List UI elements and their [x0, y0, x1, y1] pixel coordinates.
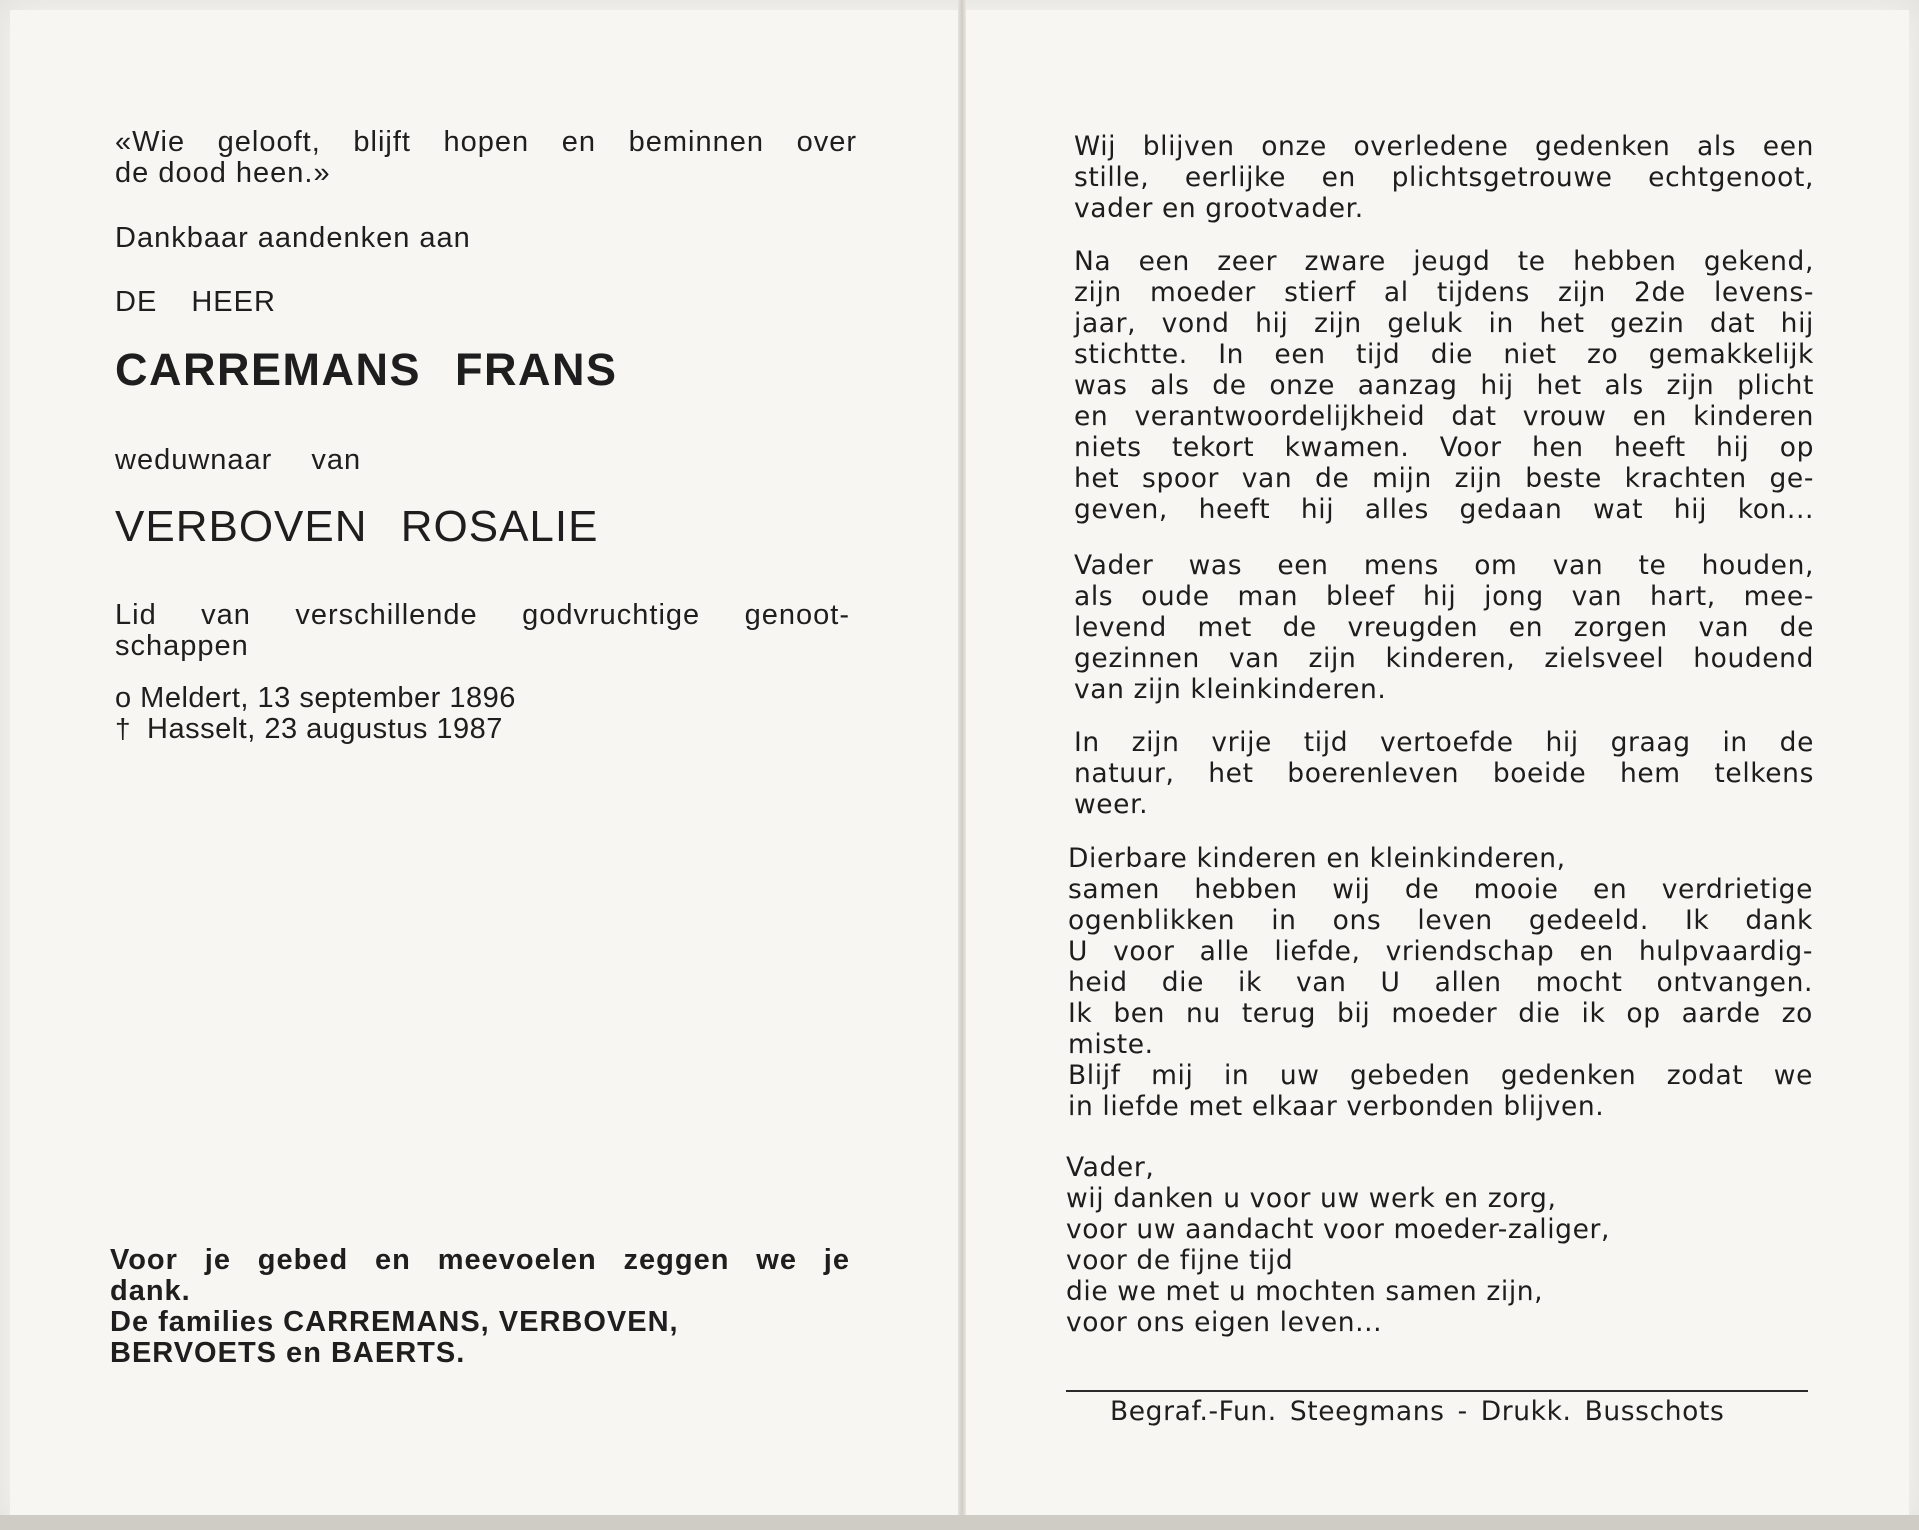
text-line: stichtte. In een tijd die niet zo gemakkelijk: [1074, 339, 1814, 370]
text-line: die we met u mochten samen zijn,: [1066, 1276, 1544, 1307]
membership-line: Lid van verschillende godvruchtige genoot-: [115, 599, 850, 631]
text-line: natuur, het boerenleven boeide hem telkens: [1074, 758, 1814, 789]
spouse-name: VERBOVEN ROSALIE: [115, 502, 599, 551]
text-line: Wij blijven onze overledene gedenken als een: [1074, 131, 1814, 162]
relation: weduwnaar van: [115, 444, 362, 476]
thanks-line: BERVOETS en BAERTS.: [110, 1337, 466, 1369]
quote-line: «Wie gelooft, blijft hopen en beminnen over: [115, 126, 857, 158]
card-fold: [958, 0, 966, 1530]
text-line: Vader was een mens om van te houden,: [1074, 550, 1814, 581]
text-line: en verantwoordelijkheid dat vrouw en kinderen: [1074, 401, 1814, 432]
text-line: Vader,: [1066, 1152, 1155, 1183]
text-line: miste.: [1068, 1029, 1154, 1060]
text-line: vader en grootvader.: [1074, 193, 1364, 224]
text-line: heid die ik van U allen mocht ontvangen.: [1068, 967, 1813, 998]
paragraph-remembrance: [1074, 131, 1814, 224]
text-line: levend met de vreugden en zorgen van de: [1074, 612, 1814, 643]
text-line: In zijn vrije tijd vertoefde hij graag in de: [1074, 727, 1814, 758]
dedication: Dankbaar aandenken aan: [115, 222, 471, 254]
honorific-title: DE HEER: [115, 286, 276, 318]
text-line: Blijf mij in uw gebeden gedenken zodat we: [1068, 1060, 1813, 1091]
card-bottom-edge: [0, 1515, 1919, 1530]
text-line: als oude man bleef hij jong van hart, mee-: [1074, 581, 1814, 612]
text-line: in liefde met elkaar verbonden blijven.: [1068, 1091, 1605, 1122]
paragraph-character: [1074, 550, 1814, 705]
birth-date: o Meldert, 13 september 1896: [115, 682, 516, 714]
text-line: weer.: [1074, 789, 1149, 820]
death-date: Hasselt, 23 augustus 1987: [147, 713, 503, 745]
text-line: voor uw aandacht voor moeder-zaliger,: [1066, 1214, 1610, 1245]
deceased-name: CARREMANS FRANS: [115, 344, 618, 395]
paragraph-life: [1074, 246, 1814, 525]
text-line: was als de onze aanzag hij het als zijn plicht: [1074, 370, 1814, 401]
text-line: het spoor van de mijn zijn beste krachten ge-: [1074, 463, 1814, 494]
quote-line: de dood heen.»: [115, 157, 331, 189]
death-date-line: [115, 713, 503, 746]
paragraph-hobbies: [1074, 727, 1814, 820]
paragraph-farewell: [1068, 843, 1813, 1122]
membership: [115, 600, 850, 662]
text-line: gezinnen van zijn kinderen, zielsveel houdend: [1074, 643, 1814, 674]
thanks-line: dank.: [110, 1275, 191, 1307]
text-line: niets tekort kwamen. Voor hen heeft hij op: [1074, 432, 1814, 463]
opening-quote: [115, 127, 857, 189]
text-line: voor ons eigen leven...: [1066, 1307, 1383, 1338]
text-line: voor de fijne tijd: [1066, 1245, 1294, 1276]
text-line: zijn moeder stierf al tijdens zijn 2de levens-: [1074, 277, 1814, 308]
thanks-line: De families CARREMANS, VERBOVEN,: [110, 1306, 679, 1338]
text-line: Na een zeer zware jeugd te hebben gekend,: [1074, 246, 1814, 277]
text-line: Ik ben nu terug bij moeder die ik op aarde zo: [1068, 998, 1813, 1029]
thanks-line: Voor je gebed en meevoelen zeggen we je: [110, 1244, 850, 1276]
text-line: geven, heeft hij alles gedaan wat hij kon...: [1074, 494, 1814, 525]
printer-credit: Begraf.-Fun. Steegmans - Drukk. Busschots: [1110, 1396, 1725, 1427]
cross-icon: †: [115, 713, 132, 744]
text-line: Dierbare kinderen en kleinkinderen,: [1068, 843, 1566, 874]
paragraph-prayer: [1066, 1152, 1806, 1338]
footer-divider: [1066, 1390, 1808, 1392]
text-line: stille, eerlijke en plichtsgetrouwe echtgenoot,: [1074, 162, 1814, 193]
text-line: wij danken u voor uw werk en zorg,: [1066, 1183, 1557, 1214]
family-thanks: [110, 1245, 850, 1369]
membership-line: schappen: [115, 630, 249, 662]
text-line: jaar, vond hij zijn geluk in het gezin dat hij: [1074, 308, 1814, 339]
text-line: samen hebben wij de mooie en verdrietige: [1068, 874, 1813, 905]
text-line: ogenblikken in ons leven gedeeld. Ik dank: [1068, 905, 1813, 936]
text-line: van zijn kleinkinderen.: [1074, 674, 1387, 705]
text-line: U voor alle liefde, vriendschap en hulpvaardig-: [1068, 936, 1813, 967]
